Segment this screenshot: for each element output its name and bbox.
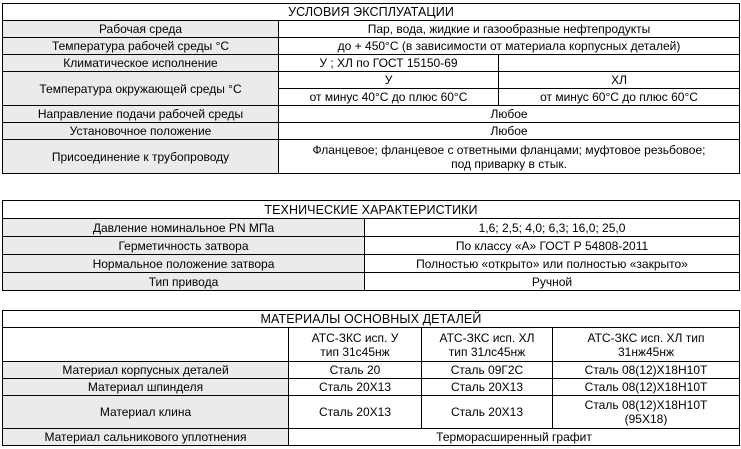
install-position-label: Установочное положение (3, 123, 279, 140)
medium-value: Пар, вода, жидкие и газообразные нефтепродукты (279, 21, 740, 38)
ambient-u-value: от минус 40°С до плюс 60°С (279, 89, 499, 106)
materials-col1-header-line1: АТС-ЗКС исп. У (311, 330, 399, 345)
normal-position-value: Полностью «открыто» или полностью «закрыто» (365, 255, 740, 273)
climate-empty-cell (499, 55, 740, 72)
wedge-material-col2: Сталь 20Х13 (422, 396, 553, 429)
pressure-label: Давление номинальное PN МПа (3, 219, 365, 237)
pressure-value: 1,6; 2,5; 4,0; 6,3; 16,0; 25,0 (365, 219, 740, 237)
temperature-value: до + 450°С (в зависимости от материала корпусных деталей) (279, 38, 740, 55)
technical-specs-title: ТЕХНИЧЕСКИЕ ХАРАКТЕРИСТИКИ (3, 201, 740, 219)
spindle-material-col3: Сталь 08(12)Х18Н10Т (553, 379, 740, 396)
spindle-material-label: Материал шпинделя (3, 379, 289, 396)
wedge-material-col3-line1: Сталь 08(12)Х18Н10Т (584, 398, 708, 412)
ambient-temperature-label: Температура окружающей среды °С (3, 72, 279, 106)
flow-direction-label: Направление подачи рабочей среды (3, 106, 279, 123)
climate-label: Климатическое исполнение (3, 55, 279, 72)
spindle-material-col2: Сталь 20Х13 (422, 379, 553, 396)
materials-table (2, 310, 740, 446)
materials-col2-header-line2: тип 31лс45нж (448, 344, 526, 359)
body-material-label: Материал корпусных деталей (3, 362, 289, 379)
temperature-label: Температура рабочей среды °С (3, 38, 279, 55)
ambient-xl-value: от минус 60°С до плюс 60°С (499, 89, 740, 106)
install-position-value: Любое (279, 123, 740, 140)
body-material-col3: Сталь 08(12)Х18Н10Т (553, 362, 740, 379)
seal-material-value: Терморасширенный графит (289, 429, 740, 446)
materials-title: МАТЕРИАЛЫ ОСНОВНЫХ ДЕТАЛЕЙ (3, 311, 740, 328)
drive-type-value: Ручной (365, 273, 740, 291)
table-row (3, 396, 740, 429)
technical-specs-table (2, 200, 740, 291)
flow-direction-value: Любое (279, 106, 740, 123)
table-row (3, 379, 740, 396)
body-material-col2: Сталь 09Г2С (422, 362, 553, 379)
connection-value-line2: под приварку в стык. (451, 156, 567, 171)
materials-col1-header-line2: тип 31с45нж (320, 344, 390, 359)
wedge-material-col1: Сталь 20Х13 (289, 396, 422, 429)
materials-col2-header (422, 328, 553, 362)
operating-conditions-table (2, 3, 740, 174)
connection-value-line1: Фланцевое; фланцевое с ответными фланцами; муфтовое резьбовое; (312, 142, 706, 157)
connection-label: Присоединение к трубопроводу (3, 140, 279, 174)
materials-col2-header-line1: АТС-ЗКС исп. ХЛ (439, 330, 535, 345)
climate-value: У ; ХЛ по ГОСТ 15150-69 (279, 55, 499, 72)
tightness-value: По классу «А» ГОСТ Р 54808-2011 (365, 237, 740, 255)
operating-conditions-title: УСЛОВИЯ ЭКСПЛУАТАЦИИ (3, 4, 740, 21)
table-row (3, 362, 740, 379)
seal-material-label: Материал сальникового уплотнения (3, 429, 289, 446)
ambient-xl-header: ХЛ (499, 72, 740, 89)
tightness-label: Герметичность затвора (3, 237, 365, 255)
materials-col3-header-line1: АТС-ЗКС исп. ХЛ тип (587, 330, 705, 345)
materials-col3-header-line2: 31нж45нж (617, 344, 674, 359)
materials-col1-header (289, 328, 422, 362)
materials-col3-header (553, 328, 740, 362)
body-material-col1: Сталь 20 (289, 362, 422, 379)
wedge-material-col3 (553, 396, 740, 429)
spindle-material-col1: Сталь 20Х13 (289, 379, 422, 396)
normal-position-label: Нормальное положение затвора (3, 255, 365, 273)
wedge-material-label: Материал клина (3, 396, 289, 429)
wedge-material-col3-line2: (95Х18) (624, 412, 668, 426)
materials-header-empty-cell (3, 328, 289, 362)
connection-value (279, 140, 740, 174)
ambient-u-header: У (279, 72, 499, 89)
drive-type-label: Тип привода (3, 273, 365, 291)
medium-label: Рабочая среда (3, 21, 279, 38)
